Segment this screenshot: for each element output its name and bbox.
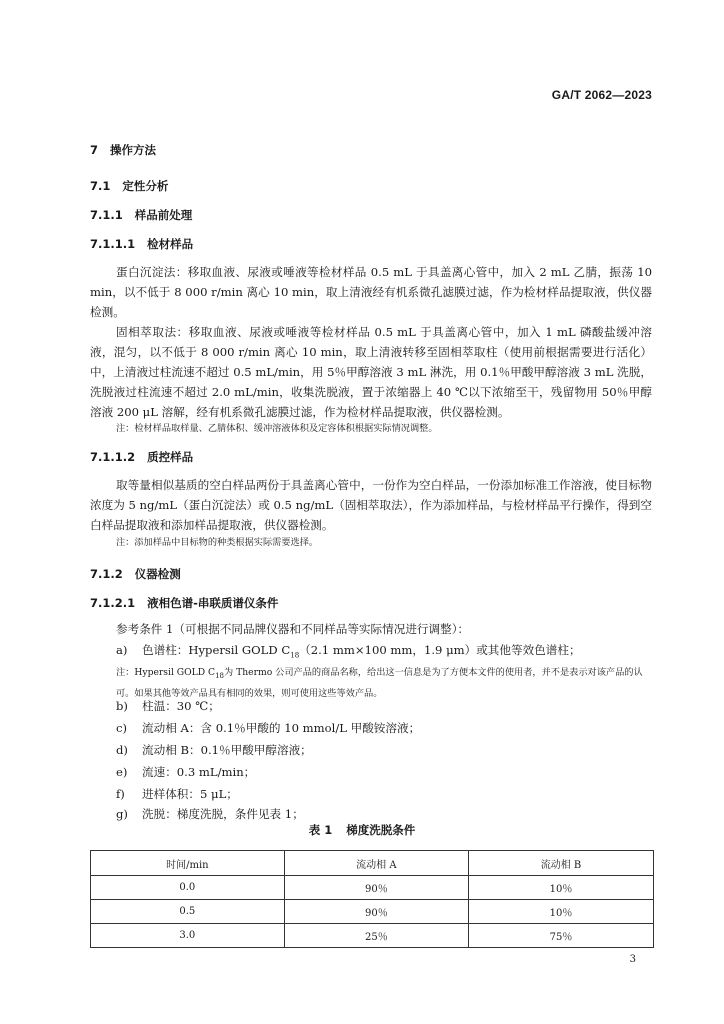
- item-text: 流动相 A：含 0.1％甲酸的 10 mmol/L 甲酸铵溶液；: [142, 721, 421, 735]
- condition-item-d: [116, 742, 312, 758]
- table-row: [91, 924, 654, 948]
- heading-title: 定性分析: [122, 179, 169, 193]
- item-label: f): [116, 787, 125, 801]
- reference-conditions-intro: 参考条件 1（可根据不同品牌仪器和不同样品等实际情况进行调整）：: [116, 622, 470, 636]
- heading-title: 检材样品: [147, 237, 194, 251]
- heading-title: 样品前处理: [134, 208, 193, 222]
- item-text: [142, 643, 581, 660]
- table-row: [91, 876, 654, 900]
- table-title: 梯度洗脱条件: [346, 823, 416, 837]
- table-cell: 3.0: [91, 924, 285, 948]
- item-label: a): [116, 643, 128, 657]
- table-row: [91, 900, 654, 924]
- heading-number: 7.1.2.1: [90, 596, 136, 610]
- item-label: g): [116, 807, 128, 821]
- table-cell: 0.0: [91, 876, 285, 900]
- heading-7: [90, 142, 156, 158]
- table-cell: 90％: [284, 900, 468, 924]
- item-text-pre: 色谱柱：Hypersil GOLD C: [142, 643, 291, 657]
- item-label: b): [116, 699, 128, 713]
- page-number: 3: [629, 954, 636, 965]
- heading-7-1-2: [90, 566, 181, 582]
- paragraph-solid-phase-extraction: 固相萃取法：移取血液、尿液或唾液等检材样品 0.5 mL 于具盖离心管中，加入 1 mL 磷酸盐缓冲溶液，混匀，以不低于 8 000 r/min 离心 10 min，取上清液转移至固相萃取柱（使用前根据需要进行活化）中，上清液过柱流速不超过 0.5 mL/min，用 5％甲醇溶液 3 mL 淋洗，用 0.1％甲酸甲醇溶液 3 mL 洗脱，洗脱液过柱流速不超过 2.0 mL/min，收集洗脱液，置于浓缩器上 40 ℃以下浓缩至干，残留物用 50％甲醇溶液 200 μL 溶解，经有机系微孔滤膜过滤，作为检材样品提取液，供仪器检测。: [90, 325, 652, 419]
- item-label: c): [116, 721, 128, 735]
- heading-number: 7: [90, 143, 99, 157]
- heading-7-1-1-2: [90, 449, 193, 465]
- note-text-post: 为 Thermo 公司产品的商品名称，给出这一信息是为了方便本文件的使用者，并不是表示对该产品的认可。如果其他等效产品具有相同的效果，则可使用这些等效产品。: [116, 667, 643, 699]
- heading-number: 7.1.1.2: [90, 450, 136, 464]
- column-header-mobile-phase-b: 流动相 B: [469, 851, 654, 876]
- item-label: e): [116, 765, 128, 779]
- note-target-selection: 注：添加样品中目标物的种类根据实际需要选择。: [116, 537, 319, 548]
- heading-7-1-1: [90, 207, 192, 223]
- item-text-post: （2.1 mm×100 mm，1.9 μm）或其他等效色谱柱；: [299, 643, 581, 657]
- item-text: 洗脱：梯度洗脱，条件见表 1；: [142, 807, 304, 821]
- table-cell: 75％: [469, 924, 654, 948]
- item-text: 流动相 B：0.1％甲酸甲醇溶液；: [142, 743, 312, 757]
- item-text: 柱温：30 ℃；: [142, 699, 220, 713]
- heading-number: 7.1.1: [90, 208, 123, 222]
- table-cell: 10％: [469, 900, 654, 924]
- item-text-subscript: 18: [290, 651, 300, 660]
- table-cell: 90％: [284, 876, 468, 900]
- table-caption: [0, 822, 724, 838]
- note-text-pre: 注：Hypersil GOLD C: [116, 667, 216, 678]
- condition-item-g: [116, 806, 304, 822]
- table-header-row: [91, 851, 654, 876]
- heading-7-1: [90, 178, 168, 194]
- paragraph-qc-sample: 取等量相似基质的空白样品两份于具盖离心管中，一份作为空白样品，一份添加标准工作溶液，使目标物浓度为 5 ng/mL（蛋白沉淀法）或 0.5 ng/mL（固相萃取法），作为添加样品，与检材样品平行操作，得到空白样品提取液和添加样品提取液，供仪器检测。: [90, 478, 652, 532]
- gradient-elution-table: [90, 850, 654, 948]
- table-number: 表 1: [308, 823, 333, 837]
- item-text: 进样体积：5 μL；: [142, 787, 238, 801]
- heading-number: 7.1.2: [90, 567, 123, 581]
- condition-item-a: [116, 642, 581, 659]
- table-cell: 25％: [284, 924, 468, 948]
- table-cell: 10％: [469, 876, 654, 900]
- heading-title: 操作方法: [110, 143, 157, 157]
- note-text-subscript: 18: [215, 671, 225, 680]
- heading-title: 液相色谱-串联质谱仪条件: [147, 596, 279, 610]
- condition-item-f: [116, 786, 238, 802]
- item-label: d): [116, 743, 128, 757]
- heading-number: 7.1: [90, 179, 111, 193]
- paragraph-protein-precipitation: 蛋白沉淀法：移取血液、尿液或唾液等检材样品 0.5 mL 于具盖离心管中，加入 2 mL 乙腈，振荡 10 min，以不低于 8 000 r/min 离心 10 min，取上清液经有机系微孔滤膜过滤，作为检材样品提取液，供仪器检测。: [90, 265, 652, 319]
- condition-item-c: [116, 720, 420, 736]
- heading-number: 7.1.1.1: [90, 237, 136, 251]
- condition-item-e: [116, 764, 255, 780]
- column-header-time: 时间/min: [91, 851, 285, 876]
- heading-7-1-1-1: [90, 236, 193, 252]
- heading-title: 质控样品: [147, 450, 194, 464]
- table-cell: 0.5: [91, 900, 285, 924]
- note-sample-volume: 注：检材样品取样量、乙腈体积、缓冲溶液体积及定容体积根据实际情况调整。: [116, 423, 438, 434]
- note-trademark: [116, 664, 656, 702]
- item-text: 流速：0.3 mL/min；: [142, 765, 256, 779]
- heading-title: 仪器检测: [134, 567, 181, 581]
- column-header-mobile-phase-a: 流动相 A: [284, 851, 468, 876]
- standard-code: GA/T 2062—2023: [551, 88, 652, 102]
- heading-7-1-2-1: [90, 595, 278, 611]
- condition-item-b: [116, 698, 220, 714]
